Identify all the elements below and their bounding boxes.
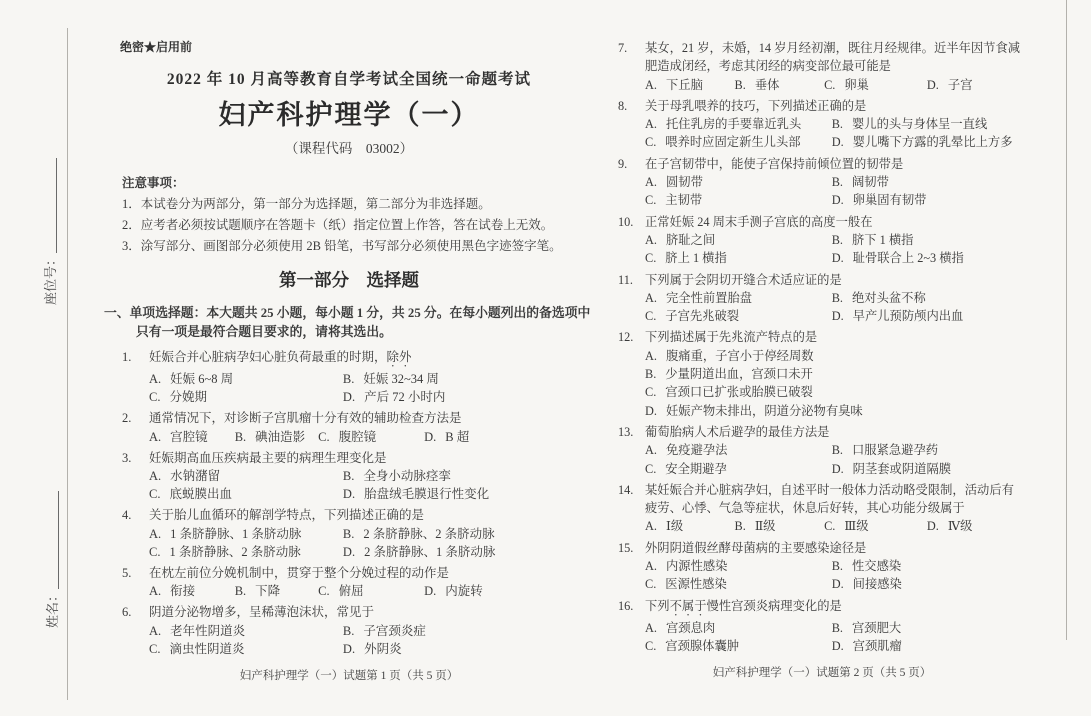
question-stem	[149, 409, 600, 427]
question-16	[618, 597, 1026, 656]
option-label: B.	[234, 584, 247, 599]
question-number: 14.	[618, 482, 634, 497]
option-a	[645, 347, 1026, 365]
question-7	[618, 39, 1026, 94]
question-stem	[645, 481, 1026, 518]
option-text: 少量阴道出血，宫颈口未开	[665, 367, 813, 382]
option-b	[832, 441, 1026, 459]
stem-text: 在枕左前位分娩机制中，贯穿于整个分娩过程的动作是	[149, 566, 450, 581]
stem-text: 阴道分泌物增多，呈稀薄泡沫状，常见于	[149, 605, 375, 620]
exam-session-title: 2022 年 10 月高等教育自学考试全国统一命题考试	[166, 71, 532, 88]
option-label: B.	[342, 526, 355, 541]
option-b	[235, 582, 318, 600]
option-a	[645, 289, 832, 307]
option-a	[645, 115, 832, 133]
option-c	[645, 575, 832, 593]
stem-text: 下列属于会阴切开缝合术适应证的是	[645, 272, 842, 287]
option-label: A.	[149, 584, 162, 599]
option-text: 子宫	[947, 77, 973, 92]
question-stem	[149, 449, 600, 467]
option-c	[645, 307, 832, 325]
option-d	[424, 428, 600, 446]
question-stem	[645, 271, 1026, 289]
option-c	[149, 543, 343, 561]
option-d	[927, 76, 1026, 94]
option-d	[832, 637, 1026, 655]
option-b	[735, 517, 825, 535]
stem-text: 某妊娠合并心脏病孕妇，自述平时一般体力活动略受限制，活动后有疲劳、心悸、气急等症状，休息后好转，其心功能分级属于	[645, 482, 1014, 516]
option-text: 宫颈腺体囊肿	[665, 638, 740, 653]
question-number: 13.	[618, 424, 634, 439]
option-text: 绝对头盆不称	[851, 290, 926, 305]
option-a	[645, 441, 832, 459]
option-label: C.	[645, 135, 657, 150]
stem-text: 某女，21 岁，未婚，14 岁月经初潮，既往月经规律。近半年因节食减肥造成闭经，考虑其闭经的病变部位最可能是	[645, 41, 1021, 74]
option-text: 下丘脑	[665, 77, 703, 92]
question-stem	[149, 603, 600, 621]
option-label: A.	[645, 559, 657, 574]
option-text: 子宫颈炎症	[363, 623, 426, 638]
question-number: 15.	[618, 540, 634, 555]
option-b	[832, 619, 1026, 637]
seat-number-blank	[44, 158, 57, 253]
option-text: 喂养时应固定新生儿头部	[665, 135, 801, 150]
question-10	[618, 213, 1026, 268]
option-label: C.	[645, 309, 657, 324]
option-b	[832, 231, 1026, 249]
option-label: B.	[342, 372, 355, 386]
option-text: 性交感染	[851, 559, 902, 574]
option-label: C.	[645, 577, 657, 592]
option-label: A.	[149, 469, 162, 484]
option-label: D.	[831, 461, 844, 476]
option-label: C.	[318, 584, 330, 599]
option-label: D.	[424, 584, 437, 599]
option-label: B.	[831, 232, 843, 247]
option-c	[149, 388, 343, 406]
option-label: C.	[645, 461, 657, 476]
page2-footer: 妇产科护理学（一）试题第 2 页（共 5 页）	[712, 667, 932, 680]
option-text: 宫颈息肉	[665, 620, 716, 635]
option-c	[645, 383, 1026, 401]
notice-item: 1．本试卷分为两部分，第一部分为选择题，第二部分为非选择题。	[122, 197, 491, 211]
option-text: 俯屈	[338, 584, 364, 599]
question-14	[618, 481, 1026, 536]
subject-title: 妇产科护理学（一）	[218, 100, 480, 130]
option-label: B.	[645, 367, 657, 382]
option-text: 完全性前置胎盘	[665, 290, 753, 305]
question-1	[122, 348, 600, 406]
option-label: D.	[342, 390, 356, 405]
notice-item: 2．应考者必须按试题顺序在答题卡（纸）指定位置上作答，答在试卷上无效。	[122, 218, 554, 232]
option-text: 水钠潴留	[170, 469, 221, 484]
option-label: C.	[149, 390, 161, 405]
option-label: D.	[342, 641, 356, 656]
option-c	[645, 637, 832, 655]
option-c	[645, 191, 832, 209]
question-stem	[149, 506, 600, 524]
option-c	[645, 133, 832, 151]
question-8	[618, 97, 1026, 152]
option-a	[645, 231, 832, 249]
option-label: D.	[831, 135, 844, 150]
option-c	[149, 485, 343, 503]
stem-text: 正常妊娠 24 周末手测子宫底的高度一般在	[645, 214, 873, 229]
option-d	[832, 133, 1026, 151]
option-label: C.	[318, 429, 330, 444]
option-d	[832, 249, 1026, 267]
question-stem	[645, 213, 1026, 231]
option-a	[149, 582, 235, 600]
option-text: B 超	[445, 429, 470, 444]
notices-heading: 注意事项：	[122, 176, 185, 190]
question-3	[122, 449, 600, 504]
option-text: 免疫避孕法	[665, 443, 728, 458]
option-b	[235, 428, 318, 446]
option-label: B.	[831, 443, 843, 458]
option-label: A.	[645, 620, 657, 635]
option-label: D.	[926, 77, 939, 92]
option-text: 卵巢固有韧带	[852, 193, 927, 208]
notices-section	[122, 173, 600, 257]
option-c	[318, 428, 424, 446]
option-label: C.	[645, 251, 657, 266]
question-number: 4.	[122, 508, 132, 523]
question-stem	[645, 539, 1026, 557]
option-text: 圆韧带	[665, 175, 703, 190]
option-d	[832, 575, 1026, 593]
option-label: C.	[645, 638, 657, 653]
option-text: Ⅲ级	[844, 519, 869, 534]
option-b	[832, 289, 1026, 307]
part-one-heading: 第一部分 选择题	[279, 270, 419, 290]
option-label: A.	[149, 526, 162, 541]
option-a	[645, 517, 735, 535]
option-a	[149, 467, 343, 485]
question-number: 10.	[618, 214, 634, 229]
option-label: B.	[342, 623, 355, 638]
option-b	[343, 622, 600, 640]
option-text: 老年性阴道炎	[170, 623, 246, 638]
option-b	[343, 467, 600, 485]
option-d	[343, 388, 600, 406]
option-b	[735, 76, 825, 94]
stem-text-post: 慢性宫颈炎病理变化的是	[706, 598, 842, 613]
section-instruction	[104, 304, 600, 342]
option-text: 衔接	[170, 584, 196, 599]
seat-number-label: 座位号：	[43, 252, 58, 305]
option-label: A.	[645, 348, 657, 363]
option-label: A.	[645, 175, 657, 190]
option-text: Ⅳ级	[947, 519, 973, 534]
option-label: D.	[831, 251, 844, 266]
option-text: 主韧带	[665, 193, 703, 208]
option-c	[824, 517, 927, 535]
option-label: B.	[831, 117, 843, 132]
option-text: 妊娠 6~8 周	[170, 372, 234, 386]
name-field	[42, 491, 61, 628]
option-label: B.	[234, 429, 247, 444]
stem-text: 葡萄胎病人术后避孕的最佳方法是	[645, 424, 830, 439]
option-label: B.	[734, 519, 746, 534]
option-text: 腹痛重，子宫小于停经周数	[665, 348, 814, 363]
option-label: D.	[342, 487, 356, 502]
name-label: 姓名：	[45, 588, 60, 628]
exam-page-1	[98, 32, 600, 683]
stem-text: 外阴阴道假丝酵母菌病的主要感染途径是	[645, 540, 867, 555]
option-text: 间接感染	[852, 577, 902, 592]
option-label: A.	[645, 519, 657, 534]
option-text: 内旋转	[445, 584, 483, 599]
option-b	[343, 525, 600, 543]
question-4	[122, 506, 600, 561]
right-edge-line	[1066, 0, 1067, 640]
question-number: 3.	[122, 450, 132, 465]
option-label: A.	[149, 372, 162, 386]
stem-text: 在子宫韧带中，能使子宫保持前倾位置的韧带是	[645, 156, 904, 171]
option-c	[824, 76, 927, 94]
option-label: B.	[831, 175, 843, 190]
option-text: 婴儿嘴下方露的乳晕比上方多	[852, 135, 1013, 150]
option-text: 全身小动脉痉挛	[363, 469, 451, 484]
option-c	[645, 460, 832, 478]
option-text: 耻骨联合上 2~3 横指	[852, 251, 964, 266]
stem-emphasis: 不属于	[669, 598, 707, 613]
option-label: C.	[149, 544, 161, 559]
option-d	[832, 307, 1026, 325]
option-label: D.	[831, 309, 844, 324]
question-stem	[645, 597, 1026, 619]
option-text: 腹腔镜	[338, 429, 377, 444]
option-text: 妊娠 32~34 周	[363, 372, 439, 386]
option-d	[343, 485, 600, 503]
notice-item: 3．涂写部分、画图部分必须使用 2B 铅笔，书写部分必须使用黑色字迹签字笔。	[122, 239, 562, 253]
option-d	[343, 543, 600, 561]
option-text: 胎盘绒毛膜退行性变化	[364, 487, 490, 502]
option-d	[645, 402, 1026, 420]
option-a	[645, 557, 832, 575]
option-d	[927, 517, 1026, 535]
stem-text: 妊娠期高血压疾病最主要的病理生理变化是	[149, 450, 387, 465]
option-c	[149, 640, 343, 658]
option-text: 产后 72 小时内	[364, 390, 446, 405]
stem-text: 通常情况下，对诊断子宫肌瘤十分有效的辅助检查方法是	[149, 411, 462, 426]
option-a	[149, 622, 343, 640]
option-text: 1 条脐静脉、2 条脐动脉	[169, 544, 301, 559]
option-text: 医源性感染	[665, 577, 727, 592]
option-text: 宫腔镜	[170, 429, 208, 444]
option-text: 垂体	[754, 77, 780, 92]
stem-text: 关于母乳喂养的技巧，下列描述正确的是	[645, 98, 867, 113]
option-label: C.	[824, 519, 836, 534]
stem-text: 下列	[645, 598, 670, 613]
option-d	[343, 640, 600, 658]
option-text: 1 条脐静脉、1 条脐动脉	[170, 526, 302, 541]
question-number: 8.	[618, 98, 628, 113]
option-label: C.	[645, 385, 657, 400]
option-a	[149, 428, 235, 446]
question-number: 7.	[618, 41, 628, 55]
question-number: 9.	[618, 156, 628, 171]
exam-page-2	[618, 30, 1026, 683]
option-text: 底蜕膜出血	[169, 487, 232, 502]
option-label: C.	[149, 641, 161, 656]
option-text: 妊娠产物未排出，阴道分泌物有臭味	[665, 403, 863, 418]
option-b	[645, 365, 1026, 383]
section-instruction-line1: 一、单项选择题：本大题共 25 小题，每小题 1 分，共 25 分。在每小题列出的备选项中	[104, 306, 591, 320]
option-text: 婴儿的头与身体呈一直线	[851, 117, 988, 132]
option-text: 早产儿预防颅内出血	[852, 309, 964, 324]
option-text: 脐耻之间	[665, 232, 716, 247]
option-label: D.	[831, 577, 844, 592]
option-label: B.	[342, 469, 355, 484]
option-text: 下降	[255, 584, 281, 599]
option-label: D.	[342, 544, 356, 559]
option-d	[424, 582, 600, 600]
question-12	[618, 328, 1026, 419]
option-text: 脐下 1 横指	[851, 232, 914, 247]
stem-emphasis: 除外	[386, 350, 412, 364]
question-number: 1.	[122, 350, 132, 364]
security-marking: 绝密★启用前	[120, 40, 193, 54]
question-list-page1	[122, 348, 600, 658]
left-fold-line	[67, 28, 68, 700]
seat-number-field	[40, 158, 59, 305]
course-code: （课程代码 03002）	[284, 141, 414, 156]
option-text: 口服紧急避孕药	[851, 443, 939, 458]
option-a	[645, 173, 832, 191]
question-number: 5.	[122, 566, 132, 581]
option-text: 宫颈口已扩张或胎膜已破裂	[665, 385, 813, 400]
option-label: D.	[424, 429, 437, 444]
option-text: 宫颈肥大	[851, 620, 902, 635]
option-b	[832, 557, 1026, 575]
question-stem	[645, 328, 1026, 346]
question-number: 11.	[618, 272, 633, 287]
option-text: 内源性感染	[665, 559, 728, 574]
question-2	[122, 409, 600, 445]
option-text: 安全期避孕	[665, 461, 727, 476]
option-text: 阔韧带	[851, 175, 889, 190]
question-11	[618, 271, 1026, 326]
option-b	[343, 370, 600, 388]
option-text: 脐上 1 横指	[665, 251, 727, 266]
option-label: B.	[831, 559, 843, 574]
question-13	[618, 423, 1026, 478]
option-text: 子宫先兆破裂	[665, 309, 740, 324]
option-text: 托住乳房的手要靠近乳头	[665, 117, 802, 132]
option-text: 2 条脐静脉、1 条脐动脉	[364, 544, 496, 559]
option-label: D.	[831, 193, 844, 208]
option-a	[645, 619, 832, 637]
option-text: 碘油造影	[255, 429, 306, 444]
section-instruction-line2: 只有一项是最符合题目要求的，请将其选出。	[136, 325, 392, 339]
question-stem	[645, 155, 1026, 173]
option-a	[149, 525, 343, 543]
question-stem	[645, 39, 1026, 76]
option-c	[645, 249, 832, 267]
option-d	[832, 460, 1026, 478]
question-number: 12.	[618, 330, 634, 345]
page1-footer: 妇产科护理学（一）试题第 1 页（共 5 页）	[239, 670, 459, 683]
option-label: A.	[645, 232, 657, 247]
option-b	[832, 173, 1026, 191]
stem-text: 下列描述属于先兆流产特点的是	[645, 330, 818, 345]
option-label: D.	[645, 403, 657, 418]
question-5	[122, 564, 600, 600]
option-label: B.	[734, 77, 746, 92]
option-a	[149, 370, 343, 388]
option-text: 卵巢	[844, 77, 869, 92]
option-d	[832, 191, 1026, 209]
option-label: D.	[831, 638, 844, 653]
option-text: 外阴炎	[364, 641, 402, 656]
option-a	[645, 76, 735, 94]
option-label: D.	[926, 519, 939, 534]
option-label: C.	[824, 77, 836, 92]
option-text: 2 条脐静脉、2 条脐动脉	[363, 526, 495, 541]
option-label: A.	[149, 623, 162, 638]
option-label: C.	[645, 193, 657, 208]
question-number: 6.	[122, 605, 132, 620]
question-9	[618, 155, 1026, 210]
option-b	[832, 115, 1026, 133]
option-text: Ⅰ级	[665, 519, 684, 534]
option-label: A.	[645, 117, 657, 132]
option-text: 分娩期	[169, 390, 207, 405]
option-label: A.	[645, 77, 657, 92]
option-label: A.	[645, 290, 657, 305]
option-label: C.	[149, 487, 161, 502]
option-label: B.	[831, 290, 843, 305]
question-number: 16.	[618, 598, 634, 613]
question-6	[122, 603, 600, 658]
option-label: A.	[149, 429, 162, 444]
question-stem	[645, 97, 1026, 115]
name-blank	[46, 491, 59, 589]
question-number: 2.	[122, 411, 132, 426]
stem-text: 妊娠合并心脏病孕妇心脏负荷最重的时期，	[149, 350, 387, 364]
option-label: A.	[645, 443, 657, 458]
stem-text: 关于胎儿血循环的解剖学特点，下列描述正确的是	[149, 508, 425, 523]
option-text: 宫颈肌瘤	[852, 638, 902, 653]
option-text: 阴茎套或阴道隔膜	[852, 461, 952, 476]
option-c	[318, 582, 424, 600]
option-text: Ⅱ级	[754, 519, 776, 534]
question-15	[618, 539, 1026, 594]
question-stem	[645, 423, 1026, 441]
option-text: 滴虫性阴道炎	[169, 641, 245, 656]
question-stem	[149, 564, 600, 582]
option-label: B.	[831, 620, 843, 635]
question-stem	[149, 348, 600, 370]
